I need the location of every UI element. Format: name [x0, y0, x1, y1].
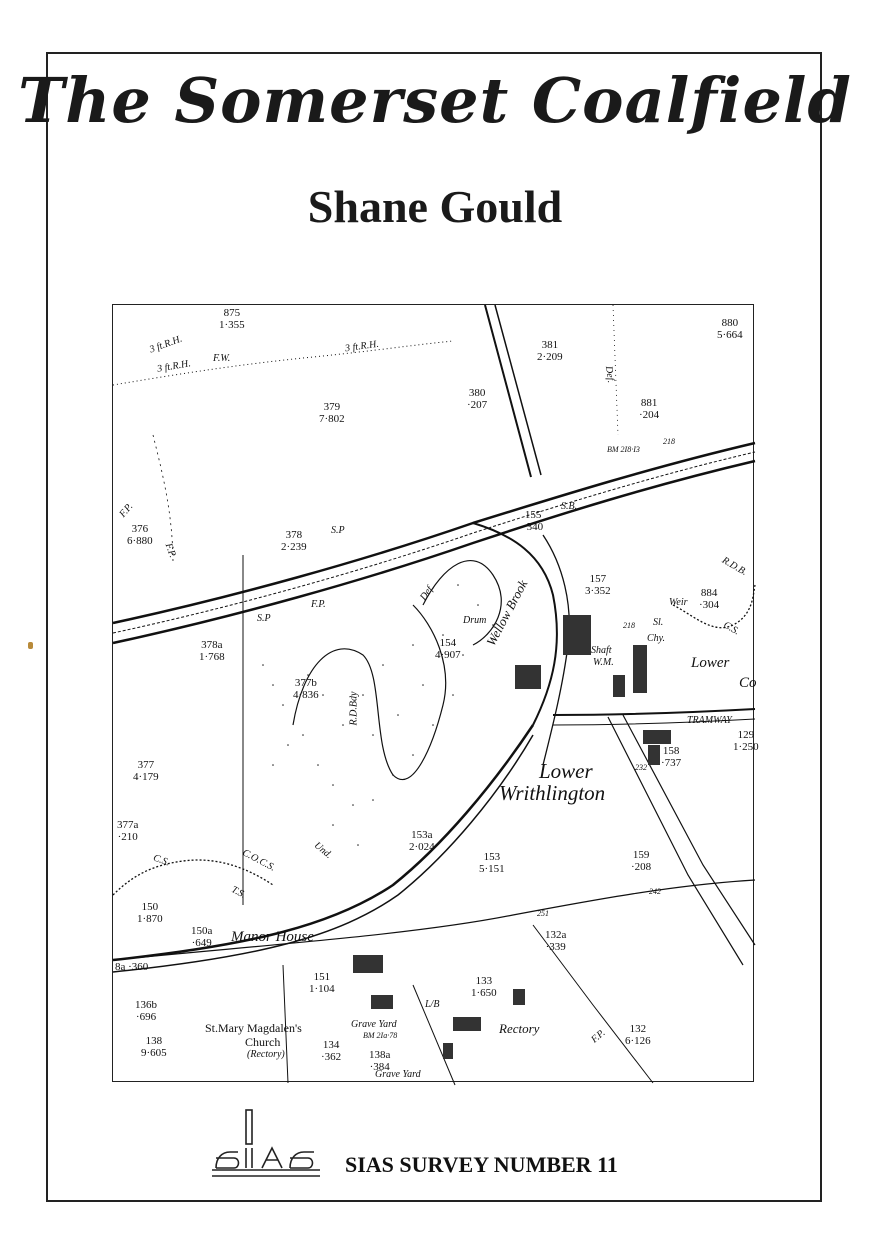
label-fp-4: F.P.: [589, 1027, 608, 1046]
place-label-church-3: (Rectory): [247, 1049, 285, 1060]
place-label-church-2: Church: [245, 1035, 281, 1049]
parcel-132a: 132a ·339: [545, 929, 567, 953]
spot-height: 218: [663, 437, 675, 446]
label-chy: Chy.: [647, 633, 666, 644]
place-label-shaft: Shaft: [591, 645, 612, 656]
label-sb: S.B.: [561, 501, 578, 512]
label-sp-2: S.P: [257, 613, 271, 624]
parcel-138a: 138a ·384: [369, 1049, 391, 1073]
spot-height: 218: [623, 621, 635, 630]
place-label-grave-yard: Grave Yard: [351, 1019, 397, 1030]
label-fp-2: F.P.: [162, 541, 178, 560]
label-rd-bdy: R.D.Bdy: [348, 691, 360, 726]
place-label-lower: Lower: [539, 759, 593, 783]
label-fp: F.P.: [117, 501, 136, 520]
parcel-133: 133 1·650: [471, 975, 497, 999]
parcel-880: 880 5·664: [717, 317, 743, 341]
parcel-154: 154 4·907: [435, 637, 461, 661]
parcel-158: 158 ·737: [661, 745, 682, 769]
parcel-136b: 136b ·696: [135, 999, 157, 1023]
label-fp-3: F.P.: [311, 599, 326, 610]
label-und: Und.: [311, 839, 334, 862]
spot-height: 242: [649, 887, 661, 896]
parcel-159: 159 ·208: [631, 849, 652, 873]
book-title: The Somerset Coalfield: [18, 64, 852, 137]
place-label-manor-house: Manor House: [231, 929, 314, 945]
parcel-378a: 378a 1·768: [199, 639, 225, 663]
parcel-8a: 8a ·360: [115, 961, 149, 973]
place-label-wellow-brook: Wellow Brook: [483, 577, 531, 649]
parcel-138: 138 9·605: [141, 1035, 167, 1059]
parcel-379: 379 7·802: [319, 401, 345, 425]
spot-height: 232: [635, 763, 647, 772]
parcel-150a: 150a ·649: [191, 925, 213, 949]
parcel-153a: 153a 2·024: [409, 829, 435, 853]
parcel-378: 378 2·239: [281, 529, 307, 553]
label-rh: 3 ft.R.H.: [148, 333, 184, 356]
place-label-grave-yard-2: Grave Yard: [375, 1069, 421, 1080]
label-rdb: R.D.B.: [720, 554, 749, 579]
label-cs-2: C.S.: [721, 619, 742, 638]
place-label-tramway: TRAMWAY: [687, 715, 732, 726]
parcel-377: 377 4·179: [133, 759, 159, 783]
place-label-wm: W.M.: [593, 657, 614, 668]
label-def-2: Def.: [602, 365, 617, 384]
scan-mark: [28, 642, 33, 649]
book-author: Shane Gould: [307, 181, 563, 232]
wellow-brook: [113, 860, 273, 895]
parcel-381: 381 2·209: [537, 339, 563, 363]
label-sl: Sl.: [653, 617, 664, 628]
bench-mark: BM 2I8·I3: [607, 445, 640, 454]
parcel-380: 380 ·207: [467, 387, 488, 411]
ordnance-survey-map: [112, 304, 759, 1082]
place-label-cottages: Co: [739, 675, 757, 691]
label-rh-3: 3 ft.R.H.: [344, 338, 380, 355]
parcel-875: 875 1·355: [219, 307, 245, 331]
parcel-884: 884 ·304: [699, 587, 720, 611]
colliery-building: [563, 615, 591, 655]
label-fw: F.W.: [213, 353, 231, 364]
parcel-129: 129 1·250: [733, 729, 759, 753]
label-cocs: C.O.C.S.: [240, 847, 278, 874]
survey-series-label: SIAS SURVEY NUMBER 11: [345, 1152, 618, 1177]
label-sp: S.P: [331, 525, 345, 536]
parcel-376: 376 6·880: [127, 523, 153, 547]
spot-height: 251: [537, 909, 549, 918]
parcel-157: 157 3·352: [585, 573, 611, 597]
label-cs: C.S.: [151, 852, 172, 869]
parcel-151: 151 1·104: [309, 971, 335, 995]
parcel-153: 153 5·151: [479, 851, 505, 875]
sias-logo: [210, 1108, 322, 1178]
label-lb: L/B: [425, 999, 440, 1010]
railway-line: [113, 461, 755, 643]
label-def: Def.: [418, 582, 437, 603]
parcel-377b: 377b 4·836: [293, 677, 319, 701]
place-label-church: St.Mary Magdalen's: [205, 1021, 302, 1035]
map-linework: [113, 305, 755, 1083]
place-label-weir: Weir: [669, 597, 688, 608]
place-label-lower-cottages: Lower: [691, 655, 730, 671]
sias-logo-mark: [210, 1108, 322, 1178]
label-rh-2: 3 ft.R.H.: [156, 358, 192, 375]
railway-line: [113, 443, 755, 623]
parcel-377a: 377a ·210: [117, 819, 139, 843]
parcel-132: 132 6·126: [625, 1023, 651, 1047]
place-label-drum: Drum: [463, 615, 487, 626]
place-label-writhlington: Writhlington: [499, 781, 606, 805]
place-label-rectory: Rectory: [499, 1021, 540, 1036]
parcel-134: 134 ·362: [321, 1039, 342, 1063]
label-ts: T.S.: [229, 884, 248, 901]
colliery-building: [515, 665, 541, 689]
parcel-881: 881 ·204: [639, 397, 660, 421]
parcel-150: 150 1·870: [137, 901, 163, 925]
bench-mark: BM 2Ia·78: [363, 1031, 398, 1040]
parcel-155: 155 ·340: [523, 509, 544, 533]
